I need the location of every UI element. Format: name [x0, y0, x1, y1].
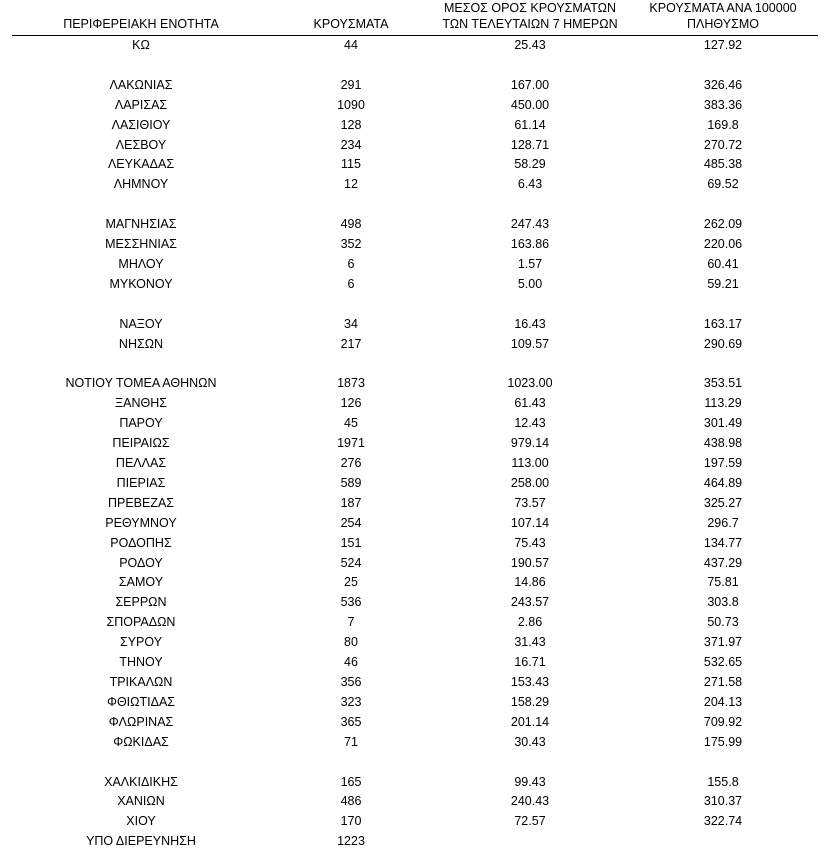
cell-cases: 323	[270, 693, 432, 713]
table-row	[12, 733, 818, 753]
cell-region: ΠΙΕΡΙΑΣ	[12, 474, 270, 494]
cell-avg7: 1.57	[432, 255, 628, 275]
cell-cases: 45	[270, 414, 432, 434]
cell-cases: 115	[270, 155, 432, 175]
cell-per100k: 262.09	[628, 215, 818, 235]
cell-per100k: 709.92	[628, 713, 818, 733]
cell-region: ΥΠΟ ΔΙΕΡΕΥΝΗΣΗ	[12, 832, 270, 852]
table-row	[12, 514, 818, 534]
cell-cases: 589	[270, 474, 432, 494]
table-header-row	[12, 0, 818, 36]
cell-region: ΝΑΞΟΥ	[12, 315, 270, 335]
cell-cases: 291	[270, 76, 432, 96]
cell-per100k: 353.51	[628, 374, 818, 394]
cell-cases: 46	[270, 653, 432, 673]
cell-avg7: 25.43	[432, 36, 628, 56]
column-header-per100k-line-1: ΚΡΟΥΣΜΑΤΑ ΑΝΑ 100000	[628, 0, 818, 16]
cell-region: ΡΟΔΟΥ	[12, 554, 270, 574]
cell-cases: 486	[270, 792, 432, 812]
column-header-avg7-line-1: ΜΕΣΟΣ ΟΡΟΣ ΚΡΟΥΣΜΑΤΩΝ	[432, 0, 628, 16]
cell-region: ΤΗΝΟΥ	[12, 653, 270, 673]
cell-cases: 7	[270, 613, 432, 633]
column-header-avg7-line-2: ΤΩΝ ΤΕΛΕΥΤΑΙΩΝ 7 ΗΜΕΡΩΝ	[432, 16, 628, 32]
cell-region: ΠΕΛΛΑΣ	[12, 454, 270, 474]
cell-region: ΦΘΙΩΤΙΔΑΣ	[12, 693, 270, 713]
cell-avg7: 5.00	[432, 275, 628, 295]
cell-region: ΛΑΡΙΣΑΣ	[12, 96, 270, 116]
cell-per100k: 69.52	[628, 175, 818, 195]
table-row	[12, 773, 818, 793]
column-header-avg7	[432, 0, 628, 36]
table-row	[12, 573, 818, 593]
cell-region: ΛΕΣΒΟΥ	[12, 136, 270, 156]
table-row	[12, 792, 818, 812]
cell-avg7: 163.86	[432, 235, 628, 255]
table-row	[12, 235, 818, 255]
cell-region: ΡΟΔΟΠΗΣ	[12, 534, 270, 554]
table-row	[12, 215, 818, 235]
table-row	[12, 494, 818, 514]
cell-per100k: 75.81	[628, 573, 818, 593]
cell-region: ΧΙΟΥ	[12, 812, 270, 832]
cell-per100k: 59.21	[628, 275, 818, 295]
table-row	[12, 534, 818, 554]
table-row	[12, 633, 818, 653]
cell-avg7: 450.00	[432, 96, 628, 116]
cell-avg7: 243.57	[432, 593, 628, 613]
cell-cases: 217	[270, 335, 432, 355]
cell-avg7: 113.00	[432, 454, 628, 474]
cell-cases: 80	[270, 633, 432, 653]
cell-avg7: 99.43	[432, 773, 628, 793]
cell-cases: 126	[270, 394, 432, 414]
cell-region: ΜΥΚΟΝΟΥ	[12, 275, 270, 295]
cell-per100k: 270.72	[628, 136, 818, 156]
cell-per100k: 464.89	[628, 474, 818, 494]
cell-cases: 276	[270, 454, 432, 474]
cell-per100k: 383.36	[628, 96, 818, 116]
cell-avg7: 16.43	[432, 315, 628, 335]
table-row	[12, 454, 818, 474]
cell-cases: 1971	[270, 434, 432, 454]
cell-cases: 151	[270, 534, 432, 554]
column-header-region-line-1: ΠΕΡΙΦΕΡΕΙΑΚΗ ΕΝΟΤΗΤΑ	[12, 16, 270, 32]
table-spacer-cell	[12, 195, 818, 215]
column-header-per100k-line-2: ΠΛΗΘΥΣΜΟ	[628, 16, 818, 32]
column-header-per100k	[628, 0, 818, 36]
cell-avg7: 1023.00	[432, 374, 628, 394]
table-spacer-row	[12, 56, 818, 76]
cell-cases: 6	[270, 255, 432, 275]
column-header-cases-line-1: ΚΡΟΥΣΜΑΤΑ	[270, 16, 432, 32]
cell-per100k: 310.37	[628, 792, 818, 812]
cell-cases: 352	[270, 235, 432, 255]
table-head	[12, 0, 818, 36]
cell-region: ΧΑΝΙΩΝ	[12, 792, 270, 812]
cell-avg7: 14.86	[432, 573, 628, 593]
cell-per100k: 113.29	[628, 394, 818, 414]
table-row	[12, 175, 818, 195]
cell-cases: 356	[270, 673, 432, 693]
cell-avg7: 6.43	[432, 175, 628, 195]
cell-region: ΛΗΜΝΟΥ	[12, 175, 270, 195]
cell-per100k: 155.8	[628, 773, 818, 793]
cell-per100k: 60.41	[628, 255, 818, 275]
cell-per100k: 204.13	[628, 693, 818, 713]
cell-per100k: 303.8	[628, 593, 818, 613]
cell-per100k: 437.29	[628, 554, 818, 574]
table-row	[12, 653, 818, 673]
cell-region: ΚΩ	[12, 36, 270, 56]
table-spacer-cell	[12, 56, 818, 76]
table-row	[12, 554, 818, 574]
cell-region: ΡΕΘΥΜΝΟΥ	[12, 514, 270, 534]
table-row	[12, 136, 818, 156]
table-row	[12, 275, 818, 295]
cell-region: ΛΑΣΙΘΙΟΥ	[12, 116, 270, 136]
cell-region: ΦΩΚΙΔΑΣ	[12, 733, 270, 753]
cell-per100k: 163.17	[628, 315, 818, 335]
table-row	[12, 713, 818, 733]
cell-avg7: 201.14	[432, 713, 628, 733]
table-row	[12, 593, 818, 613]
table-row	[12, 394, 818, 414]
cell-avg7: 2.86	[432, 613, 628, 633]
cell-cases: 44	[270, 36, 432, 56]
cell-cases: 128	[270, 116, 432, 136]
cell-avg7: 30.43	[432, 733, 628, 753]
cell-avg7: 61.14	[432, 116, 628, 136]
cell-avg7: 979.14	[432, 434, 628, 454]
cell-avg7: 247.43	[432, 215, 628, 235]
cell-avg7: 61.43	[432, 394, 628, 414]
cell-per100k: 290.69	[628, 335, 818, 355]
table-row	[12, 693, 818, 713]
cell-region: ΣΑΜΟΥ	[12, 573, 270, 593]
cell-per100k: 322.74	[628, 812, 818, 832]
table-row	[12, 414, 818, 434]
cell-avg7: 240.43	[432, 792, 628, 812]
table-spacer-cell	[12, 295, 818, 315]
column-header-cases	[270, 0, 432, 36]
cell-per100k: 271.58	[628, 673, 818, 693]
table-row	[12, 96, 818, 116]
table-spacer-row	[12, 295, 818, 315]
cell-cases: 498	[270, 215, 432, 235]
cell-cases: 536	[270, 593, 432, 613]
cell-region: ΛΑΚΩΝΙΑΣ	[12, 76, 270, 96]
cell-region: ΠΕΙΡΑΙΩΣ	[12, 434, 270, 454]
cell-region: ΤΡΙΚΑΛΩΝ	[12, 673, 270, 693]
cell-region: ΞΑΝΘΗΣ	[12, 394, 270, 414]
cell-cases: 12	[270, 175, 432, 195]
table-row	[12, 36, 818, 56]
cell-per100k: 438.98	[628, 434, 818, 454]
cell-cases: 1223	[270, 832, 432, 852]
table-body	[12, 36, 818, 852]
cell-cases: 187	[270, 494, 432, 514]
cell-per100k: 326.46	[628, 76, 818, 96]
cell-avg7: 153.43	[432, 673, 628, 693]
cell-region: ΣΕΡΡΩΝ	[12, 593, 270, 613]
cell-cases: 6	[270, 275, 432, 295]
cell-avg7: 107.14	[432, 514, 628, 534]
cell-cases: 71	[270, 733, 432, 753]
cell-cases: 34	[270, 315, 432, 335]
table-row	[12, 335, 818, 355]
cell-region: ΦΛΩΡΙΝΑΣ	[12, 713, 270, 733]
cell-per100k: 532.65	[628, 653, 818, 673]
cell-avg7: 73.57	[432, 494, 628, 514]
cell-avg7: 190.57	[432, 554, 628, 574]
cell-cases: 165	[270, 773, 432, 793]
cell-avg7: 109.57	[432, 335, 628, 355]
cell-avg7: 258.00	[432, 474, 628, 494]
cell-per100k: 485.38	[628, 155, 818, 175]
cell-avg7: 75.43	[432, 534, 628, 554]
table-spacer-cell	[12, 355, 818, 375]
cell-region: ΜΗΛΟΥ	[12, 255, 270, 275]
cell-region: ΝΗΣΩΝ	[12, 335, 270, 355]
table-row	[12, 832, 818, 852]
cell-cases: 234	[270, 136, 432, 156]
table-spacer-row	[12, 753, 818, 773]
cell-per100k: 169.8	[628, 116, 818, 136]
cell-per100k: 220.06	[628, 235, 818, 255]
cell-avg7: 12.43	[432, 414, 628, 434]
cell-per100k: 325.27	[628, 494, 818, 514]
table-spacer-cell	[12, 753, 818, 773]
table-row	[12, 613, 818, 633]
cell-region: ΠΡΕΒΕΖΑΣ	[12, 494, 270, 514]
table-spacer-row	[12, 195, 818, 215]
table-row	[12, 434, 818, 454]
cell-region: ΣΠΟΡΑΔΩΝ	[12, 613, 270, 633]
cell-avg7: 31.43	[432, 633, 628, 653]
cell-per100k: 197.59	[628, 454, 818, 474]
table-row	[12, 255, 818, 275]
cell-region: ΣΥΡΟΥ	[12, 633, 270, 653]
cell-per100k: 371.97	[628, 633, 818, 653]
cell-per100k	[628, 832, 818, 852]
cell-avg7: 58.29	[432, 155, 628, 175]
cell-per100k: 301.49	[628, 414, 818, 434]
cases-by-region-table	[12, 0, 818, 852]
cell-avg7: 72.57	[432, 812, 628, 832]
cell-per100k: 296.7	[628, 514, 818, 534]
cell-per100k: 175.99	[628, 733, 818, 753]
table-row	[12, 315, 818, 335]
cell-cases: 524	[270, 554, 432, 574]
cell-per100k: 127.92	[628, 36, 818, 56]
table-row	[12, 374, 818, 394]
table-row	[12, 155, 818, 175]
cell-avg7: 167.00	[432, 76, 628, 96]
cell-avg7: 128.71	[432, 136, 628, 156]
cell-cases: 254	[270, 514, 432, 534]
column-header-region	[12, 0, 270, 36]
cell-region: ΝΟΤΙΟΥ ΤΟΜΕΑ ΑΘΗΝΩΝ	[12, 374, 270, 394]
cell-region: ΛΕΥΚΑΔΑΣ	[12, 155, 270, 175]
table-row	[12, 673, 818, 693]
table-row	[12, 116, 818, 136]
table-row	[12, 76, 818, 96]
cell-cases: 365	[270, 713, 432, 733]
cell-region: ΠΑΡΟΥ	[12, 414, 270, 434]
cell-cases: 170	[270, 812, 432, 832]
table-spacer-row	[12, 355, 818, 375]
cell-region: ΜΑΓΝΗΣΙΑΣ	[12, 215, 270, 235]
cell-per100k: 50.73	[628, 613, 818, 633]
cell-cases: 1090	[270, 96, 432, 116]
cell-cases: 25	[270, 573, 432, 593]
cell-avg7: 158.29	[432, 693, 628, 713]
cell-avg7: 16.71	[432, 653, 628, 673]
cell-avg7	[432, 832, 628, 852]
cell-cases: 1873	[270, 374, 432, 394]
cell-region: ΧΑΛΚΙΔΙΚΗΣ	[12, 773, 270, 793]
table-row	[12, 812, 818, 832]
cell-per100k: 134.77	[628, 534, 818, 554]
table-row	[12, 474, 818, 494]
cell-region: ΜΕΣΣΗΝΙΑΣ	[12, 235, 270, 255]
